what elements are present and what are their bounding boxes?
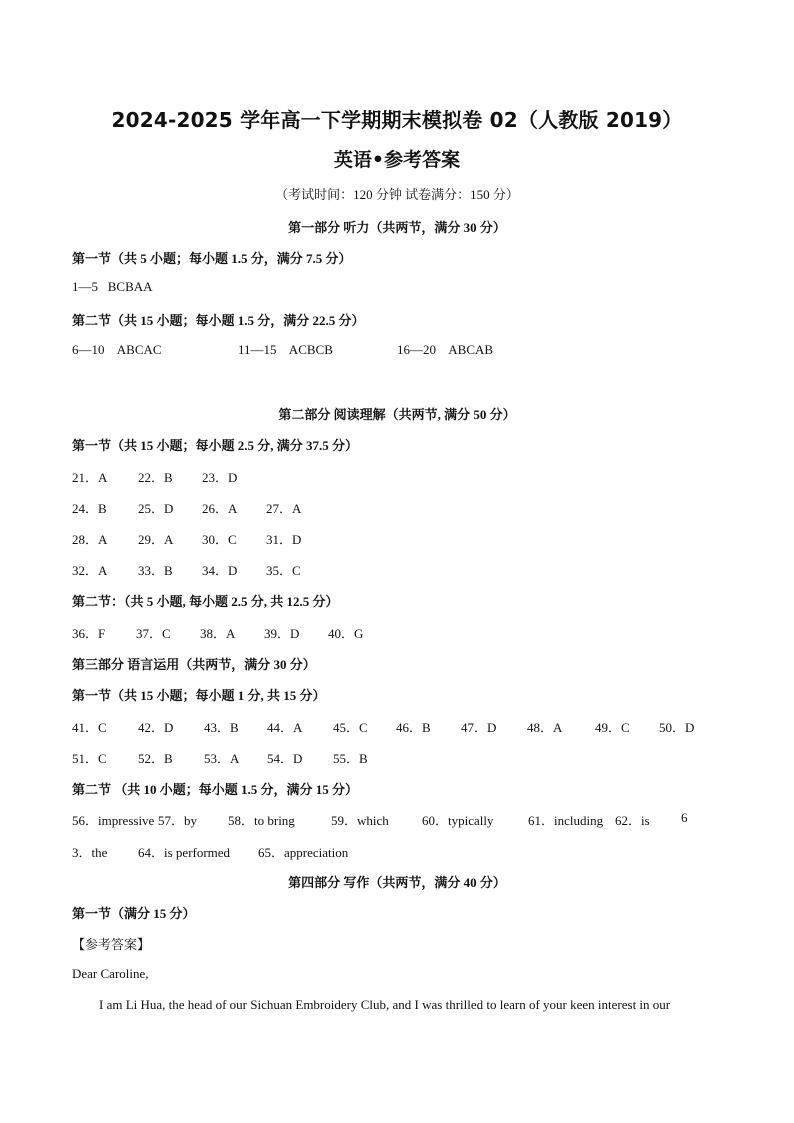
answer-item: 57．by <box>158 813 198 828</box>
answer-row <box>72 560 330 579</box>
answer-row <box>72 842 368 861</box>
part1-heading: 第一部分 听力（共两节，满分 30 分） <box>288 220 506 235</box>
part2-sec2-heading: 第二节：（共 5 小题, 每小题 2.5 分, 共 12.5 分） <box>72 594 339 609</box>
answer-item: 6 <box>681 810 688 825</box>
answer-item: 33．B <box>138 563 173 578</box>
answer-item: 35．C <box>266 563 301 578</box>
answer-item: 21．A <box>72 470 108 485</box>
answer-item: 50．D <box>659 720 695 735</box>
letter-greeting: Dear Caroline, <box>72 966 149 981</box>
answer-item: 37．C <box>136 626 171 641</box>
answer-item: 53．A <box>204 751 240 766</box>
reference-answer-label: 【参考答案】 <box>72 937 151 952</box>
answer-row <box>72 498 330 517</box>
letter-body: I am Li Hua, the head of our Sichuan Embroidery Club, and I was thrilled to learn of your keen interest in our <box>99 997 671 1012</box>
part4-sec1-heading: 第一节（满分 15 分） <box>72 906 196 921</box>
answer-row <box>72 717 709 736</box>
answer-item: 52．B <box>138 751 173 766</box>
answer-item: 48．A <box>527 720 563 735</box>
answer-item: 42．D <box>138 720 174 735</box>
answer-item: 64．is performed <box>138 845 231 860</box>
answer-item: 25．D <box>138 501 174 516</box>
answer-item: 40．G <box>328 626 364 641</box>
page-subtitle: 英语•参考答案 <box>333 149 461 171</box>
answer-item: 34．D <box>202 563 238 578</box>
answer-item: 38．A <box>200 626 236 641</box>
part1-sec2-heading: 第二节（共 15 小题；每小题 1.5 分，满分 22.5 分） <box>72 313 365 328</box>
answer-row <box>72 529 330 548</box>
answer-row <box>72 467 266 486</box>
part3-sec1-heading: 第一节（共 15 小题；每小题 1 分, 共 15 分） <box>72 688 326 703</box>
part1-sec1-answers: 1—5 BCBAA <box>72 279 153 294</box>
answer-item: 55．B <box>333 751 368 766</box>
answer-group: 6—10 ABCAC <box>72 342 162 357</box>
part2-heading: 第二部分 阅读理解（共两节, 满分 50 分） <box>278 407 516 422</box>
answer-item: 27．A <box>266 501 302 516</box>
answer-group: 11—15 ACBCB <box>238 342 333 357</box>
answer-row <box>72 748 396 767</box>
part4-heading: 第四部分 写作（共两节，满分 40 分） <box>288 875 506 890</box>
answer-item: 58．to bring <box>228 813 295 828</box>
answer-item: 39．D <box>264 626 300 641</box>
answer-item: 44．A <box>267 720 303 735</box>
answer-item: 62．is <box>615 813 650 828</box>
answer-item: 43．B <box>204 720 239 735</box>
answer-item: 26．A <box>202 501 238 516</box>
answer-row <box>72 810 691 829</box>
answer-item: 29．A <box>138 532 174 547</box>
part3-heading: 第三部分 语言运用（共两节，满分 30 分） <box>72 657 316 672</box>
answer-item: 49．C <box>595 720 630 735</box>
answer-item: 28．A <box>72 532 108 547</box>
answer-item: 56．impressive <box>72 813 155 828</box>
answer-item: 45．C <box>333 720 368 735</box>
answer-item: 60．typically <box>422 813 494 828</box>
answer-item: 3．the <box>72 845 108 860</box>
answer-item: 22．B <box>138 470 173 485</box>
answer-item: 54．D <box>267 751 303 766</box>
exam-meta: （考试时间：120 分钟 试卷满分：150 分） <box>275 187 519 202</box>
answer-item: 41．C <box>72 720 107 735</box>
answer-item: 51．C <box>72 751 107 766</box>
answer-item: 31．D <box>266 532 302 547</box>
page-title: 2024-2025 学年高一下学期期末模拟卷 02（人教版 2019） <box>111 108 683 132</box>
answer-item: 30．C <box>202 532 237 547</box>
answer-item: 32．A <box>72 563 108 578</box>
part2-sec1-heading: 第一节（共 15 小题；每小题 2.5 分, 满分 37.5 分） <box>72 438 359 453</box>
answer-item: 23．D <box>202 470 238 485</box>
answer-item: 65．appreciation <box>258 845 349 860</box>
answer-row <box>72 623 392 642</box>
answer-item: 46．B <box>396 720 431 735</box>
answer-item: 24．B <box>72 501 107 516</box>
part1-sec1-heading: 第一节（共 5 小题；每小题 1.5 分，满分 7.5 分） <box>72 251 352 266</box>
answer-item: 36．F <box>72 626 106 641</box>
part3-sec2-heading: 第二节 （共 10 小题；每小题 1.5 分，满分 15 分） <box>72 782 359 797</box>
answer-item: 61．including <box>528 813 604 828</box>
answer-group: 16—20 ABCAB <box>397 342 494 357</box>
answer-item: 59．which <box>331 813 389 828</box>
answer-item: 47．D <box>461 720 497 735</box>
